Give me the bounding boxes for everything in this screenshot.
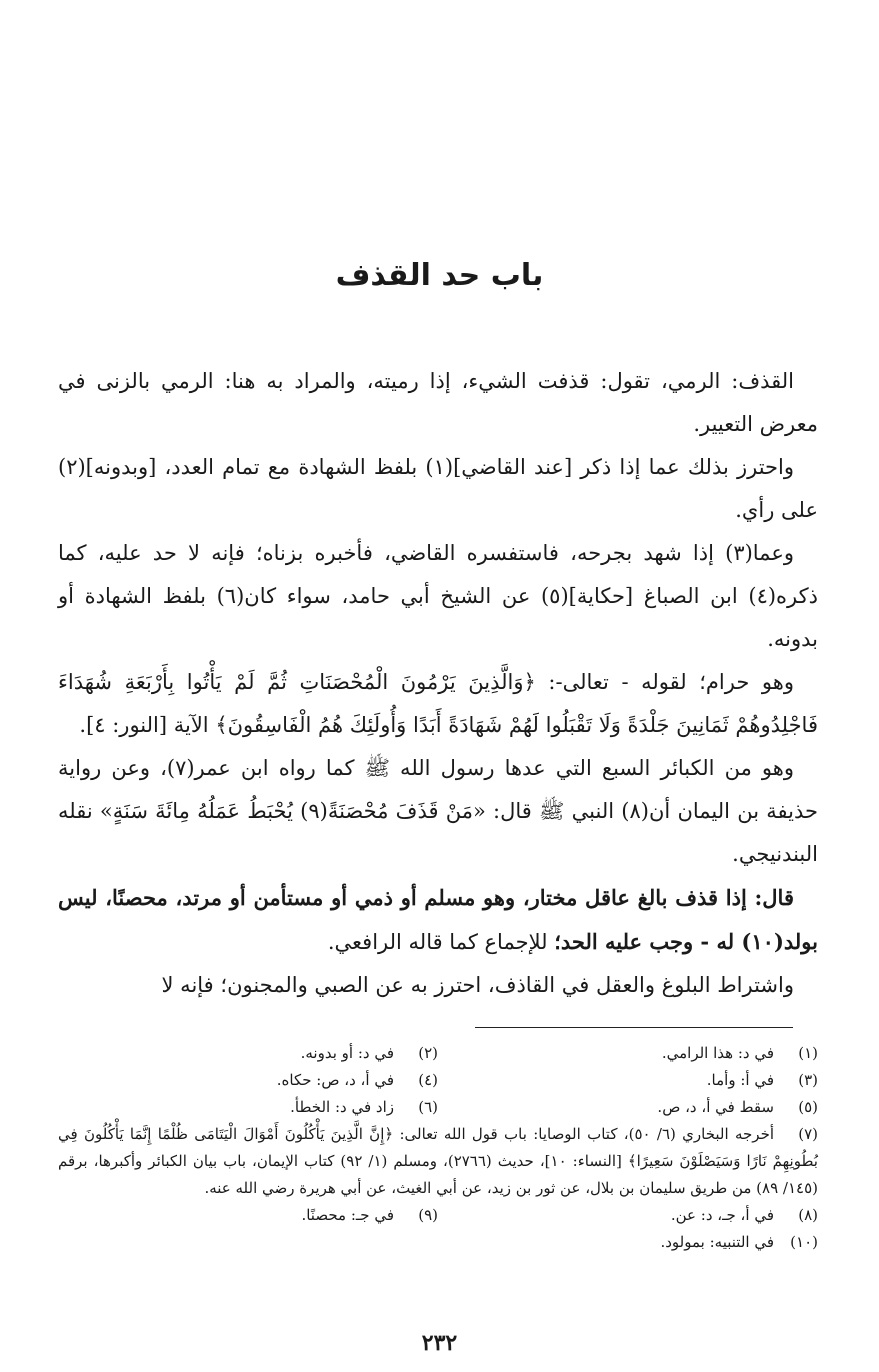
paragraph-4: وهو حرام؛ لقوله - تعالى-: ﴿وَالَّذِينَ يَرْمُونَ الْمُحْصَنَاتِ ثُمَّ لَمْ يَأْتُوا بِأَرْبَعَةِ شُهَدَاءَ فَاجْلِدُوهُمْ ثَمَانِينَ جَلْدَةً وَلَا تَقْبَلُوا لَهُمْ شَهَادَةً أَبَدًا وَأُولَئِكَ هُمُ الْفَاسِقُونَ﴾ الآية [النور: ٤]. [58, 670, 818, 737]
paragraph-5: وهو من الكبائر السبع التي عدها رسول الله ﷺ كما رواه ابن عمر(٧)، وعن رواية حذيفة بن اليمان أن(٨) النبي ﷺ قال: «مَنْ قَذَفَ مُحْصَنَةً(٩) يُحْبَطُ عَمَلُهُ مِائَةَ سَنَةٍ» نقله البندنيجي. [58, 756, 818, 866]
qala-bold-text: قال: إذا قذف بالغ عاقل مختار، وهو مسلم أو ذمي أو مستأمن أو مرتد، محصنًا، ليس بولد(١٠) له - وجب عليه الحد؛ [58, 885, 818, 954]
chapter-title: باب حد القذف [335, 258, 544, 293]
paragraph-1: القذف: الرمي، تقول: قذفت الشيء، إذا رميته، والمراد به هنا: الرمي بالزنى في معرض التعيير. [58, 369, 818, 436]
footnote-divider [475, 1027, 793, 1028]
footnote-8: (٨)في أ، جـ، د: عن. [670, 1206, 818, 1224]
paragraph-3: وعما(٣) إذا شهد بجرحه، فاستفسره القاضي، فأخبره بزناه؛ فإنه لا حد عليه، كما ذكره(٤) ابن الصباغ [حكاية](٥) عن الشيخ أبي حامد، سواء كان(٦) بلفظ الشهادة أو بدونه. [58, 541, 818, 651]
footnote-2: (٢)في د: أو بدونه. [300, 1044, 438, 1062]
footnote-9: (٩)في جـ: محصنًا. [301, 1206, 438, 1224]
footnote-3: (٣)في أ: وأما. [706, 1071, 818, 1089]
paragraph-qala [58, 876, 818, 964]
footnote-4: (٤)في أ، د، ص: حكاه. [276, 1071, 438, 1089]
footnote-10: (١٠)في التنبيه: بمولود. [660, 1233, 818, 1251]
main-text [58, 360, 818, 1007]
footnote-row [58, 1229, 818, 1256]
paragraph-2: واحترز بذلك عما إذا ذكر [عند القاضي](١) بلفظ الشهادة مع تمام العدد، [وبدونه](٢) على رأي. [58, 455, 818, 522]
page-number: ٢٣٢ [421, 1330, 458, 1356]
qala-plain-text: للإجماع كما قاله الرافعي. [327, 930, 555, 954]
footnote-1: (١)في د: هذا الرامي. [661, 1044, 818, 1062]
paragraph-last: واشتراط البلوغ والعقل في القاذف، احترز به عن الصبي والمجنون؛ فإنه لا [161, 973, 794, 997]
footnote-row [58, 1067, 818, 1094]
footnote-7: (٧)أخرجه البخاري (٦/ ٥٠)، كتاب الوصايا: باب قول الله تعالى: ﴿إِنَّ الَّذِينَ يَأْكُلُونَ أَمْوَالَ الْيَتَامَى ظُلْمًا إِنَّمَا يَأْكُلُونَ فِي بُطُونِهِمْ نَارًا وَسَيَصْلَوْنَ سَعِيرًا﴾ [النساء: ١٠]، حديث (٢٧٦٦)، ومسلم (١/ ٩٢) كتاب الإيمان، باب بيان الكبائر وأكبرها، برقم (١٤٥/ ٨٩) من طريق سليمان بن بلال، عن ثور بن زيد، عن أبي الغيث، عن أبي هريرة رضي الله عنه. [58, 1125, 819, 1197]
footnotes [58, 1040, 818, 1256]
footnote-row [58, 1094, 818, 1121]
footnote-6: (٦)زاد في د: الخطأ. [290, 1098, 438, 1116]
footnote-5: (٥)سقط في أ، د، ص. [657, 1098, 818, 1116]
footnote-row [58, 1202, 818, 1229]
footnote-row [58, 1040, 818, 1067]
